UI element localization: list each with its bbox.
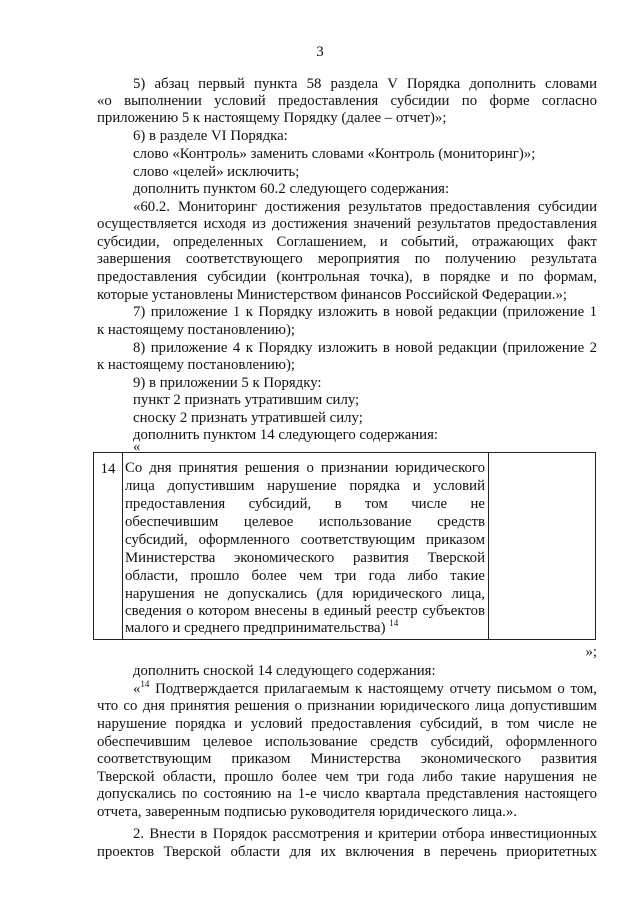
text-line: субсидии, определенных Соглашением, и событий, отражающих факт bbox=[97, 234, 597, 250]
text-line: 7) приложение 1 к Порядку изложить в новой редакции (приложение 1 bbox=[133, 304, 597, 320]
footnote-sup: 14 bbox=[140, 679, 150, 690]
table-text-line: нарушения не допускались (для юридического лица, bbox=[125, 586, 485, 602]
text-line: к настоящему постановлению); bbox=[97, 322, 296, 338]
text-line: завершения соответствующего мероприятия по получению результата bbox=[97, 251, 597, 267]
text-line: «60.2. Мониторинг достижения результатов предоставления субсидии bbox=[133, 199, 597, 215]
text-line: которые установлены Министерством финансов Российской Федерации.»; bbox=[97, 287, 568, 303]
text-line: слово «Контроль» заменить словами «Контроль (мониторинг)»; bbox=[133, 146, 536, 162]
close-quote: »; bbox=[585, 644, 597, 660]
text-line: дополнить сноской 14 следующего содержания: bbox=[133, 663, 436, 679]
table-text-line: области, прошло более чем три года либо такие bbox=[125, 568, 485, 584]
text-line: что со дня принятия решения о признании юридического лица допустившим bbox=[97, 698, 597, 714]
text-line: дополнить пунктом 14 следующего содержания: bbox=[133, 427, 439, 443]
text-line: слово «целей» исключить; bbox=[133, 164, 300, 180]
text-line: к настоящему постановлению); bbox=[97, 357, 296, 373]
table-text-last: малого и среднего предпринимательства) bbox=[125, 620, 390, 636]
table-empty-cell bbox=[488, 453, 595, 639]
table-text-line: субсидий, оформленного соответствующим приказом bbox=[125, 532, 485, 548]
text-line: сноску 2 признать утратившей силу; bbox=[133, 410, 363, 426]
text-line: Тверской области, прошло более чем три года либо такие нарушения не bbox=[97, 769, 597, 785]
text-line: соответствующим приказом Министерства экономического развития bbox=[97, 751, 597, 767]
table-text-line: обеспечившим целевое использование средств bbox=[125, 514, 485, 530]
text-line: пункт 2 признать утратившим силу; bbox=[133, 392, 360, 408]
text-line: приложению 5 к настоящему Порядку (далее – отчет)»; bbox=[97, 110, 447, 126]
table-text-line: лица допустившим нарушение порядка и условий bbox=[125, 478, 485, 494]
text-line: 9) в приложении 5 к Порядку: bbox=[133, 375, 322, 391]
footnote-first-line: Подтверждается прилагаемым к настоящему отчету письмом о том, bbox=[149, 681, 597, 697]
text-line: обеспечившим целевое использование средств субсидий, оформленного bbox=[97, 734, 597, 750]
text-line: нарушение порядка и условий предоставления субсидий, в том числе не bbox=[97, 716, 597, 732]
text-line: отчета, заверенным подписью руководителя юридического лица.». bbox=[97, 804, 517, 820]
text-line: осуществляется исходя из достижения значений результатов предоставления bbox=[97, 216, 597, 232]
table-text-line bbox=[125, 620, 485, 638]
text-line: 5) абзац первый пункта 58 раздела V Порядка дополнить словами bbox=[133, 76, 597, 92]
table-text-line: предоставления субсидий, в том числе не bbox=[125, 496, 485, 512]
text-line: допускались по состоянию на 1-е число квартала представления настоящего bbox=[97, 786, 597, 802]
table-row-number: 14 bbox=[94, 453, 123, 639]
page-number: 3 bbox=[316, 44, 324, 60]
text-line: проектов Тверской области для их включения в перечень приоритетных bbox=[97, 844, 597, 860]
text-line: предоставления субсидии (контрольная точка), в порядке и по формам, bbox=[97, 269, 597, 285]
text-line: 8) приложение 4 к Порядку изложить в новой редакции (приложение 2 bbox=[133, 340, 597, 356]
text-line bbox=[133, 681, 597, 698]
text-line: 2. Внести в Порядок рассмотрения и критерии отбора инвестиционных bbox=[133, 826, 597, 842]
text-line: 6) в разделе VI Порядка: bbox=[133, 128, 288, 144]
table-text-line: Министерства экономического развития Тверской bbox=[125, 550, 485, 566]
text-line: «о выполнении условий предоставления субсидии по форме согласно bbox=[97, 93, 597, 109]
footnote-marker: 14 bbox=[389, 618, 399, 629]
footnote-lead: « bbox=[133, 681, 141, 697]
text-line: дополнить пунктом 60.2 следующего содержания: bbox=[133, 181, 450, 197]
table-text-line: Со дня принятия решения о признании юридического bbox=[125, 460, 485, 476]
table-text-line: сведения о котором внесены в единый реестр субъектов bbox=[125, 603, 485, 619]
open-quote: « bbox=[133, 439, 141, 455]
